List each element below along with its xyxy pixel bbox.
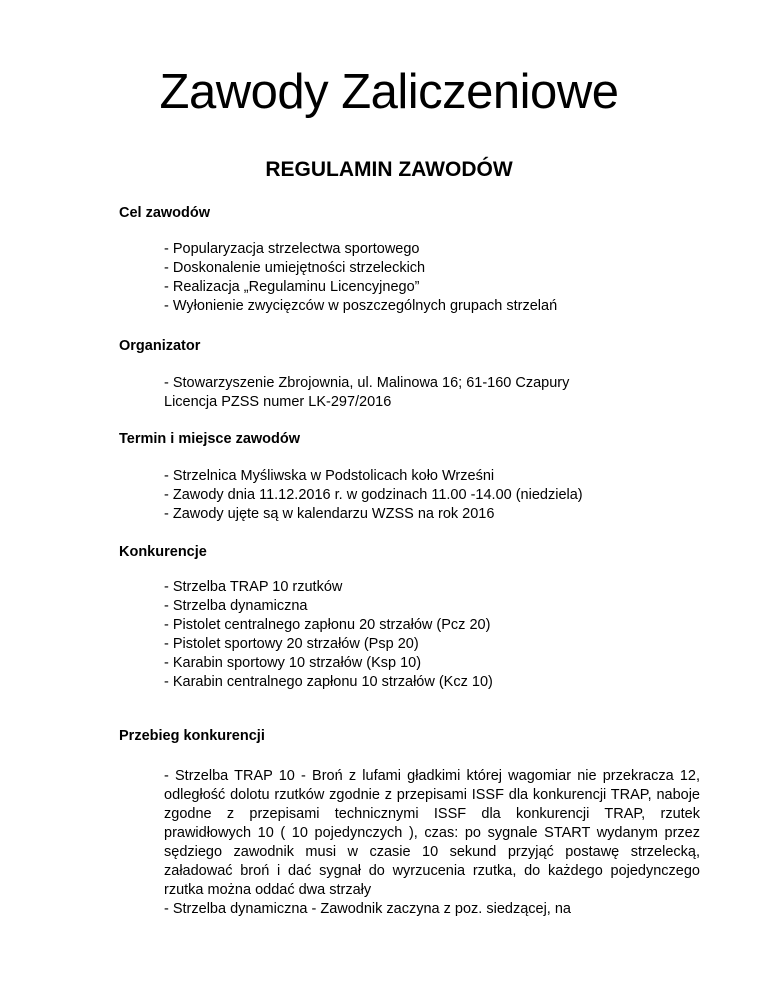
list-item: - Realizacja „Regulaminu Licencyjnego” <box>164 279 420 295</box>
section-heading-termin: Termin i miejsce zawodów <box>119 431 301 447</box>
konkurencje-list <box>164 578 493 692</box>
list-item: - Strzelba TRAP 10 rzutków <box>164 579 343 595</box>
list-item: - Doskonalenie umiejętności strzeleckich <box>164 260 426 276</box>
list-item: - Wyłonienie zwycięzców w poszczególnych grupach strzelań <box>164 298 558 314</box>
list-item: - Pistolet sportowy 20 strzałów (Psp 20) <box>164 636 419 652</box>
list-item: - Strzelba dynamiczna <box>164 598 308 614</box>
list-item: - Zawody ujęte są w kalendarzu WZSS na rok 2016 <box>164 506 495 522</box>
przebieg-paragraph: - Strzelba TRAP 10 - Broń z lufami gładkimi której wagomiar nie przekracza 12, odległość dolotu rzutków zgodnie z przepisami ISSF dla konkurencji TRAP, naboje zgodne z przepisami technicznymi ISSF dla konkurencji TRAP, rzutek prawidłowych 10 ( 10 pojedynczych ), czas: po sygnale START wydanym przez sędziego zawodnik musi w czasie 10 sekund przyjąć postawę strzelecką, załadować broń i dać sygnał do wyrzucenia rzutka, do każdego pojedynczego rzutka można oddać dwa strzały <box>164 768 700 898</box>
section-heading-przebieg: Przebieg konkurencji <box>119 728 265 744</box>
page-subtitle: REGULAMIN ZAWODÓW <box>265 158 513 181</box>
section-heading-organizator: Organizator <box>119 338 201 354</box>
section-heading-konkurencje: Konkurencje <box>119 544 207 560</box>
section-heading-cel: Cel zawodów <box>119 205 211 221</box>
przebieg-last-line: - Strzelba dynamiczna - Zawodnik zaczyna z poz. siedzącej, na <box>164 901 571 917</box>
termin-list <box>164 467 583 524</box>
list-item: - Karabin centralnego zapłonu 10 strzałów (Kcz 10) <box>164 674 493 690</box>
organizator-list <box>164 374 569 412</box>
list-item: - Zawody dnia 11.12.2016 r. w godzinach 11.00 -14.00 (niedziela) <box>164 487 583 503</box>
list-item: - Popularyzacja strzelectwa sportowego <box>164 241 420 257</box>
cel-list <box>164 240 557 316</box>
list-item: - Stowarzyszenie Zbrojownia, ul. Malinowa 16; 61-160 Czapury <box>164 375 570 391</box>
list-item: - Strzelnica Myśliwska w Podstolicach koło Wrześni <box>164 468 495 484</box>
list-item: - Pistolet centralnego zapłonu 20 strzałów (Pcz 20) <box>164 617 491 633</box>
licence-line: Licencja PZSS numer LK-297/2016 <box>164 394 392 410</box>
list-item: - Karabin sportowy 10 strzałów (Ksp 10) <box>164 655 422 671</box>
page-title: Zawody Zaliczeniowe <box>159 65 619 119</box>
